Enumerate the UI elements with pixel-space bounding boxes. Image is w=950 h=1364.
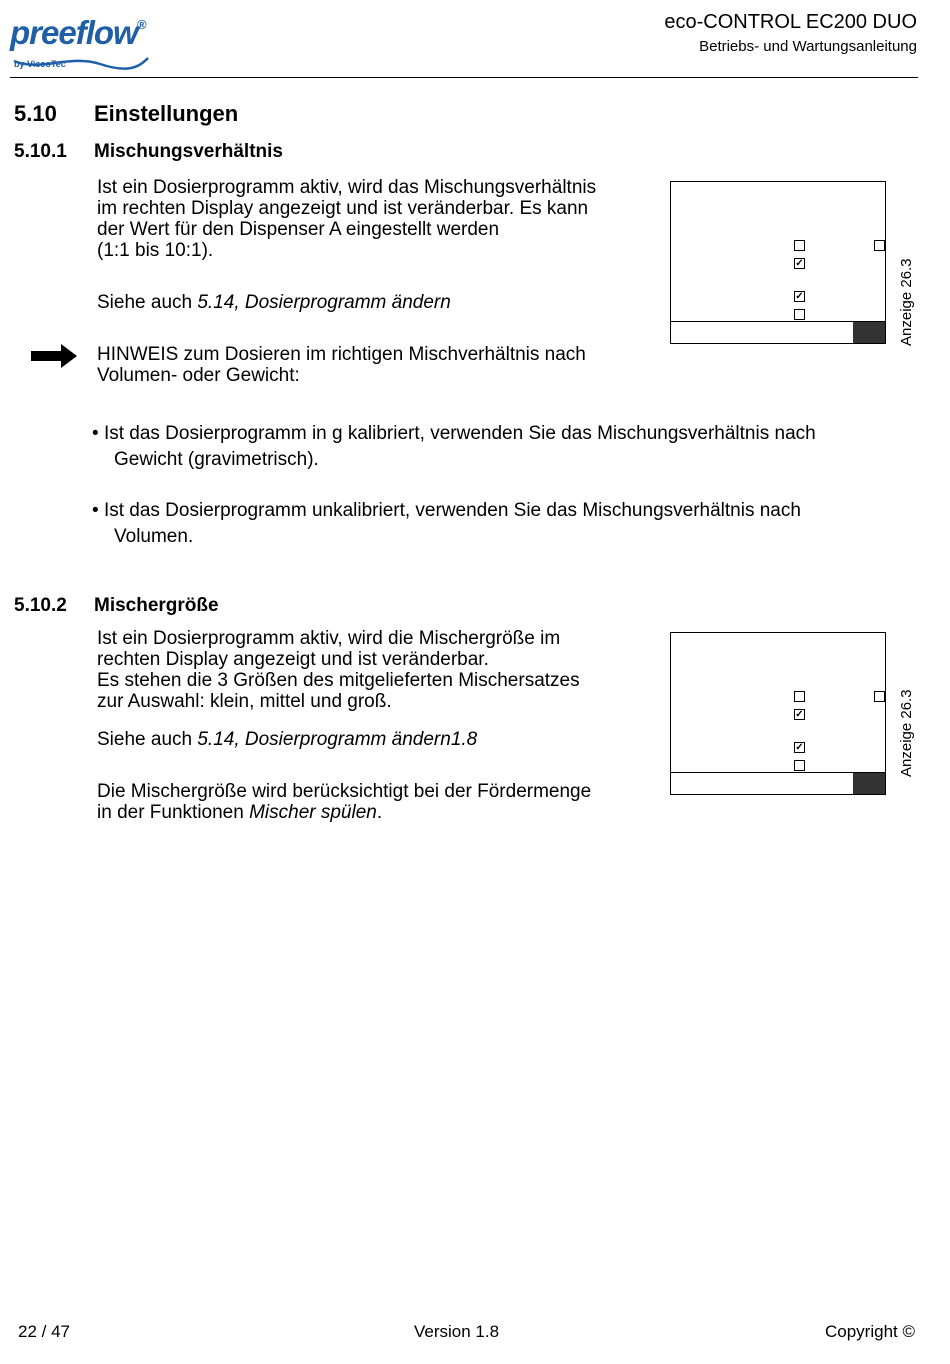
display-status-bar (671, 772, 885, 794)
see-also-prefix: Siehe auch (97, 292, 198, 313)
see-also-2 (97, 729, 477, 750)
logo-subline: by ViscoTec (14, 59, 66, 69)
page-number: 22 / 47 (18, 1322, 70, 1341)
copyright-label: Copyright © (824, 1322, 915, 1341)
text-line: Es stehen die 3 Größen des mitgelieferten Mischersatzes (97, 670, 580, 691)
checkbox-empty-icon (794, 240, 805, 251)
subsection-number: 5.10.2 (14, 595, 67, 616)
see-also-reference: 5.14, Dosierprogramm ändern1.8 (197, 729, 478, 750)
see-also-1 (97, 292, 451, 313)
function-reference: Mischer spülen (249, 802, 377, 823)
document-title: eco-CONTROL EC200 DUO (664, 11, 917, 33)
subsection-heading-1 (14, 141, 283, 163)
text-line: der Wert für den Dispenser A eingestellt werden (97, 219, 500, 240)
paragraph-mixer-size (97, 628, 580, 712)
version-label: Version 1.8 (414, 1322, 500, 1341)
text-line: Ist ein Dosierprogramm aktiv, wird das Mischungsverhältnis (97, 177, 597, 198)
bullet-mark: • (92, 423, 99, 444)
checkbox-checked-icon: ✓ (795, 709, 804, 720)
display-mockup-2 (670, 632, 886, 795)
subsection-title: Mischergröße (94, 595, 219, 616)
bullet-line: Gewicht (gravimetrisch). (114, 449, 319, 470)
see-also-reference: 5.14, Dosierprogramm ändern (197, 292, 451, 313)
text-line: im rechten Display angezeigt und ist veränderbar. Es kann (97, 198, 589, 219)
subsection-number: 5.10.1 (14, 141, 67, 162)
bullet-line: Ist das Dosierprogramm unkalibriert, verwenden Sie das Mischungsverhältnis nach (103, 500, 801, 521)
text-line (97, 802, 591, 823)
checkbox-checked-icon: ✓ (795, 258, 804, 269)
logo-registered-mark: ® (137, 17, 147, 32)
paragraph-mixing-ratio (97, 177, 596, 261)
checkbox-empty-icon (794, 691, 805, 702)
text-line: Die Mischergröße wird berücksichtigt bei der Fördermenge (97, 781, 592, 802)
text-span: in der Funktionen (97, 802, 250, 823)
subsection-heading-2 (14, 595, 219, 617)
bullet-line: Ist das Dosierprogramm in g kalibriert, verwenden Sie das Mischungsverhältnis nach (103, 423, 816, 444)
bullet-item (92, 498, 892, 550)
header-divider (10, 77, 918, 78)
note-text (97, 344, 586, 386)
logo-brand: preeflow (10, 14, 138, 51)
text-line: Ist ein Dosierprogramm aktiv, wird die Mischergröße im (97, 628, 561, 649)
text-line: (1:1 bis 10:1). (97, 240, 214, 261)
checkbox-empty-icon (794, 309, 805, 320)
checkbox-checked-icon: ✓ (795, 291, 804, 302)
display-dark-segment (853, 322, 885, 343)
bullet-line: Volumen. (114, 526, 194, 547)
bullet-item (92, 421, 892, 473)
checkbox-empty-icon (874, 691, 885, 702)
text-span: . (376, 802, 383, 823)
text-line: zur Auswahl: klein, mittel und groß. (97, 691, 392, 712)
checkbox-empty-icon (794, 760, 805, 771)
display-caption-1: Anzeige 26.3 (898, 258, 915, 346)
paragraph-mixer-flush (97, 781, 591, 823)
checkbox-checked-icon: ✓ (795, 742, 804, 753)
display-caption-2: Anzeige 26.3 (898, 689, 915, 777)
section-heading (14, 101, 238, 127)
section-number: 5.10 (14, 101, 57, 126)
display-mockup-1 (670, 181, 886, 344)
document-subtitle: Betriebs- und Wartungsanleitung (699, 38, 917, 55)
bullet-mark: • (92, 500, 99, 521)
subsection-title: Mischungsverhältnis (94, 141, 283, 162)
display-dark-segment (853, 773, 885, 794)
checkbox-empty-icon (874, 240, 885, 251)
text-line: Volumen- oder Gewicht: (97, 365, 300, 386)
display-status-bar (671, 321, 885, 343)
text-line: rechten Display angezeigt und ist veränderbar. (97, 649, 489, 670)
see-also-prefix: Siehe auch (97, 729, 198, 750)
section-title: Einstellungen (94, 101, 239, 126)
arrow-right-icon (31, 344, 77, 368)
text-line: HINWEIS zum Dosieren im richtigen Mischverhältnis nach (97, 344, 586, 365)
